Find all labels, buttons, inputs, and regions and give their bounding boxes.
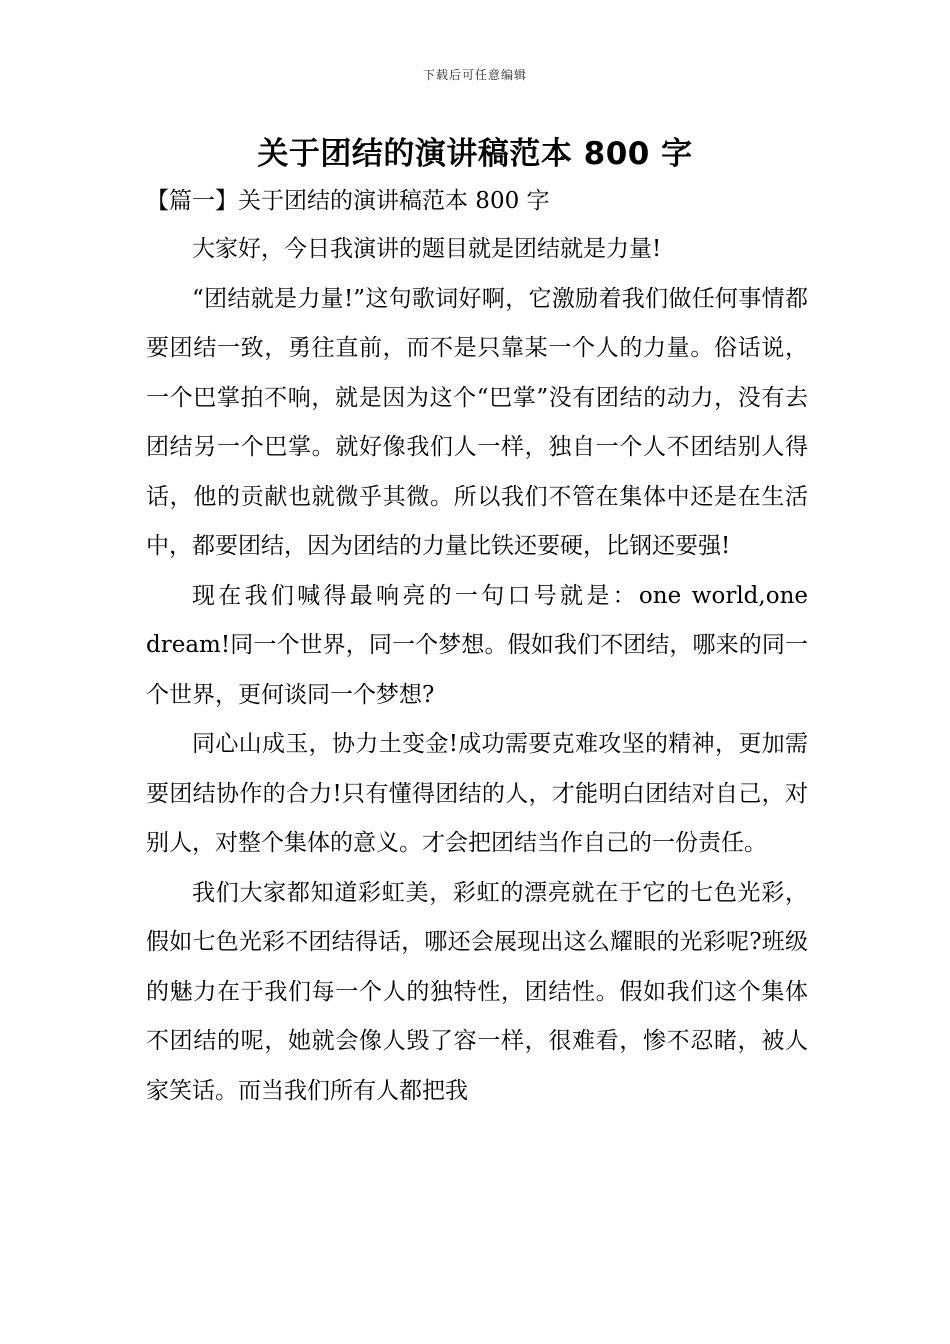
document-title: 关于团结的演讲稿范本 800 字 (257, 136, 693, 172)
paragraph: “团结就是力量!”这句歌词好啊，它激励着我们做任何事情都要团结一致，勇往直前，而不是只靠某一个人的力量。俗话说，一个巴掌拍不响，就是因为这个“巴掌”没有团结的动力，没有去团结另一个巴掌。就好像我们人一样，独自一个人不团结别人得话，他的贡献也就微乎其微。所以我们不管在集体中还是在生活中，都要团结，因为团结的力量比铁还要硬，比钢还要强! (146, 285, 808, 559)
paragraph: 同心山成玉，协力土变金!成功需要克难攻坚的精神，更加需要团结协作的合力!只有懂得团结的人，才能明白团结对自己，对别人，对整个集体的意义。才会把团结当作自己的一份责任。 (146, 731, 808, 856)
paragraph: 大家好，今日我演讲的题目就是团结就是力量! (192, 236, 662, 262)
paragraph: 现在我们喊得最响亮的一句口号就是：one world,one dream!同一个世界，同一个梦想。假如我们不团结，哪来的同一个世界，更何谈同一个梦想? (146, 582, 808, 708)
speech-body (146, 225, 808, 1116)
header-note: 下载后可任意编辑 (422, 68, 527, 82)
paragraph: 我们大家都知道彩虹美，彩虹的漂亮就在于它的七色光彩，假如七色光彩不团结得话，哪还会展现出这么耀眼的光彩呢?班级的魅力在于我们每一个人的独特性，团结性。假如我们这个集体不团结的呢，她就会像人毁了容一样，很难看，惨不忍睹，被人家笑话。而当我们所有人都把我 (146, 879, 808, 1104)
section-heading: 【篇一】关于团结的演讲稿范本 800 字 (146, 188, 550, 214)
